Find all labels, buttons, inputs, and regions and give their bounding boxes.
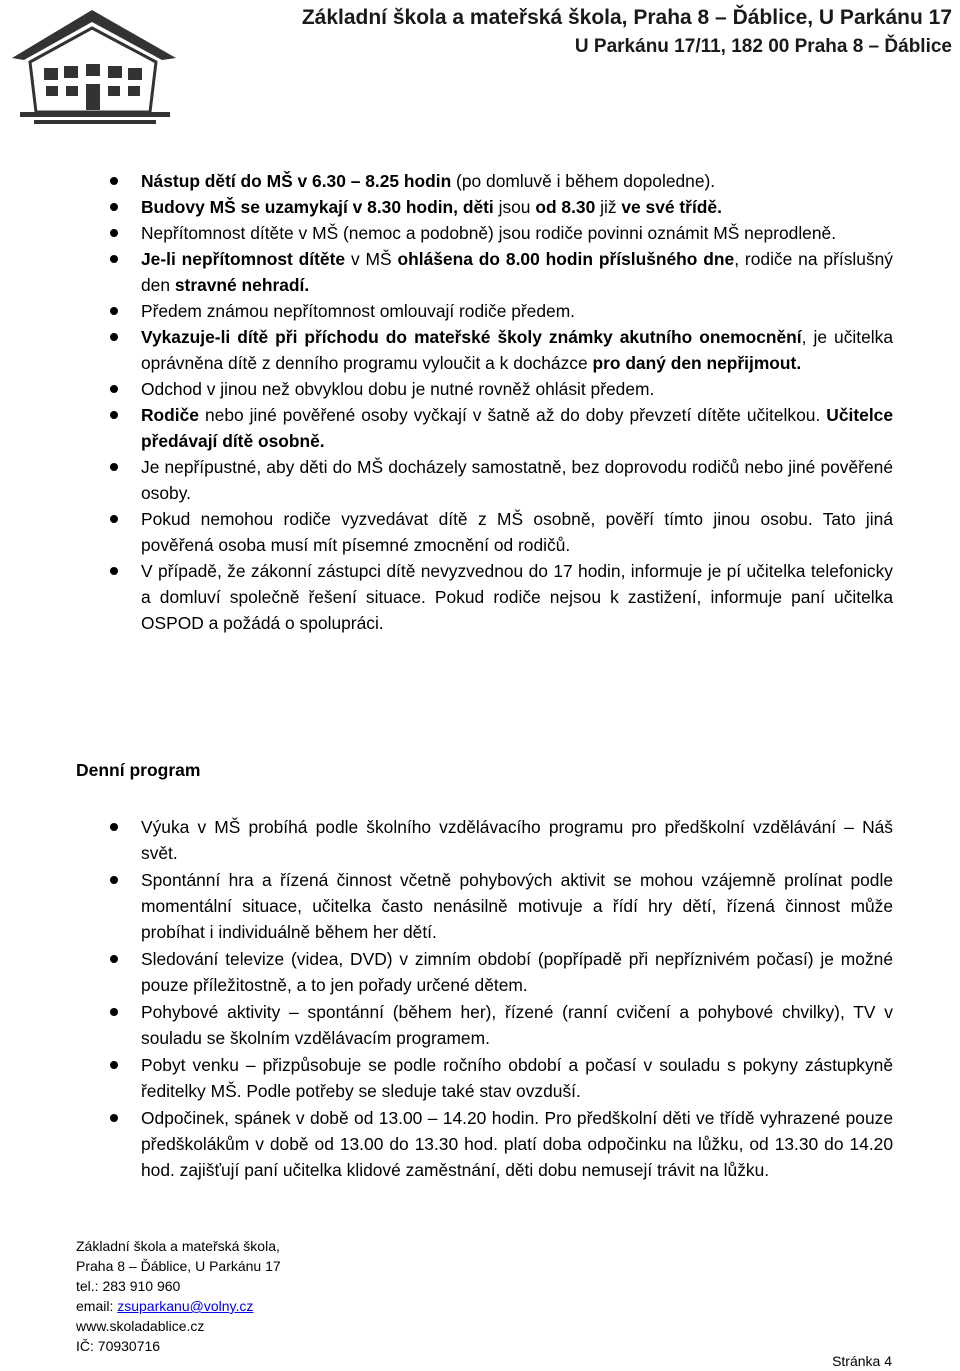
- footer-website: www.skoladablice.cz: [76, 1318, 205, 1334]
- bullet-icon: [110, 385, 118, 393]
- bullet-icon: [110, 463, 118, 471]
- header-school-name: Základní škola a mateřská škola, Praha 8 – Ďáblice, U Parkánu 17: [301, 6, 952, 29]
- rule-text-segment: , rodiče na příslušný den: [141, 249, 894, 295]
- rule-text-segment: Budovy MŠ se uzamykají v 8.30 hodin, děti: [141, 197, 494, 217]
- rule-item: [0, 506, 893, 558]
- rule-text-segment: (po domluvě i během dopoledne).: [451, 171, 716, 191]
- rule-item: [0, 168, 893, 194]
- rule-text-segment: Nástup dětí do MŠ v 6.30 – 8.25 hodin: [141, 171, 452, 191]
- footer-address: Praha 8 – Ďáblice, U Parkánu 17: [76, 1258, 281, 1274]
- page-number: Stránka 4: [832, 1353, 892, 1369]
- bullet-icon: [110, 823, 118, 831]
- program-item-text: Pobyt venku – přizpůsobuje se podle ročního období a počasí v souladu s pokyny zástupkyně ředitelky MŠ. Podle potřeby se sleduje také stav ovzduší.: [141, 1055, 893, 1101]
- program-item-text: Pohybové aktivity – spontánní (během her), řízené (ranní cvičení a pohybové chvilky), TV v souladu se školním vzdělávacím programem.: [141, 1002, 893, 1048]
- program-item-text: Odpočinek, spánek v době od 13.00 – 14.20 hodin. Pro předškolní děti ve třídě vyhrazené pouze předškolákům v době od 13.00 do 13.30 hod. platí doba odpočinku na lůžku, od 13.30 do 14.20 hod. zajišťují paní učitelka klidové zaměstnání, děti dobu nemusejí trávit na lůžku.: [141, 1108, 893, 1180]
- bullet-icon: [110, 515, 118, 523]
- program-item: [0, 1052, 893, 1104]
- program-item: [0, 867, 893, 945]
- rule-text-segment: Je nepřípustné, aby děti do MŠ docházely samostatně, bez doprovodu rodičů nebo jiné pověřené osoby.: [141, 457, 893, 503]
- rule-text-segment: ohlášena do 8.00 hodin příslušného dne: [397, 249, 735, 269]
- rule-item: [0, 324, 893, 376]
- bullet-icon: [110, 255, 118, 263]
- bullet-icon: [110, 411, 118, 419]
- rule-text-segment: Učitelce předávají dítě osobně.: [141, 405, 893, 451]
- bullet-icon: [110, 1114, 118, 1122]
- bullet-icon: [110, 1008, 118, 1016]
- program-item-text: Spontánní hra a řízená činnost včetně pohybových aktivit se mohou vzájemně prolínat podle momentální situace, učitelka často nenásilně motivuje a řídí hry dětí, řízená činnost může probíhat i individuálně během her dětí.: [141, 870, 893, 942]
- rule-text-segment: Předem známou nepřítomnost omlouvají rodiče předem.: [141, 301, 576, 321]
- rule-item: [0, 298, 893, 324]
- bullet-icon: [110, 203, 118, 211]
- rule-text-segment: pro daný den nepřijmout.: [592, 353, 802, 373]
- bullet-icon: [110, 567, 118, 575]
- rule-text-segment: Vykazuje-li dítě při příchodu do mateřské školy známky akutního onemocnění: [141, 327, 802, 347]
- rule-text-segment: , je učitelka oprávněna dítě z denního programu vyloučit a k docházce: [141, 327, 893, 373]
- bullet-icon: [110, 307, 118, 315]
- rule-item: [0, 454, 893, 506]
- footer-email-link[interactable]: zsuparkanu@volny.cz: [117, 1298, 254, 1314]
- header-address: U Parkánu 17/11, 182 00 Praha 8 – Ďáblice: [574, 36, 952, 57]
- program-list: [0, 814, 960, 1184]
- rule-text-segment: od 8.30: [535, 197, 596, 217]
- program-item: [0, 814, 893, 866]
- section-title: Denní program: [76, 760, 201, 780]
- rule-text-segment: nebo jiné pověřené osoby vyčkají v šatně až do doby převzetí dítěte učitelkou.: [198, 405, 827, 425]
- rule-text-segment: Rodiče: [141, 405, 199, 425]
- rule-text-segment: stravné nehradí.: [174, 275, 310, 295]
- rule-item: [0, 402, 893, 454]
- program-item: [0, 999, 893, 1051]
- rules-list: [0, 168, 960, 636]
- rule-text-segment: Odchod v jinou než obvyklou dobu je nutné rovněž ohlásit předem.: [141, 379, 655, 399]
- footer-phone: tel.: 283 910 960: [76, 1278, 181, 1294]
- bullet-icon: [110, 177, 118, 185]
- bullet-icon: [110, 876, 118, 884]
- rule-text-segment: Nepřítomnost dítěte v MŠ (nemoc a podobně) jsou rodiče povinni oznámit MŠ neprodleně.: [141, 223, 837, 243]
- footer-email-line: [76, 1296, 281, 1316]
- program-item-text: Výuka v MŠ probíhá podle školního vzdělávacího programu pro předškolní vzdělávání – Náš svět.: [141, 817, 893, 863]
- rule-text-segment: Pokud nemohou rodiče vyzvedávat dítě z MŠ osobně, pověří tímto jinou osobu. Tato jiná pověřená osoba musí mít písemné zmocnění od rodičů.: [141, 509, 893, 555]
- bullet-icon: [110, 333, 118, 341]
- rule-text-segment: jsou: [493, 197, 536, 217]
- rule-item: [0, 194, 893, 220]
- footer-ico: IČ: 70930716: [76, 1338, 161, 1354]
- rule-text-segment: Je-li nepřítomnost dítěte: [141, 249, 346, 269]
- bullet-icon: [110, 1061, 118, 1069]
- footer-school-name: Základní škola a mateřská škola,: [76, 1238, 280, 1254]
- rule-text-segment: V případě, že zákonní zástupci dítě nevyzvednou do 17 hodin, informuje je pí učitelka telefonicky a domluví společně řešení situace. Pokud rodiče nejsou k zastižení, informuje paní učitelka OSPOD a požádá o spolupráci.: [141, 561, 893, 633]
- school-logo: [0, 0, 190, 132]
- bullet-icon: [110, 229, 118, 237]
- bullet-icon: [110, 955, 118, 963]
- rule-item: [0, 558, 893, 636]
- rule-item: [0, 376, 893, 402]
- rule-text-segment: ve své třídě.: [621, 197, 722, 217]
- program-item-text: Sledování televize (videa, DVD) v zimním období (popřípadě při nepříznivém počasí) je možné pouze příležitostně, a to jen pořady určené dětem.: [141, 949, 893, 995]
- rule-item: [0, 220, 893, 246]
- footer-contact: [76, 1236, 281, 1356]
- program-item: [0, 946, 893, 998]
- rule-item: [0, 246, 893, 298]
- rule-text-segment: v MŠ: [345, 249, 398, 269]
- program-item: [0, 1105, 893, 1183]
- footer-email-label: email:: [76, 1298, 118, 1314]
- rule-text-segment: již: [595, 197, 622, 217]
